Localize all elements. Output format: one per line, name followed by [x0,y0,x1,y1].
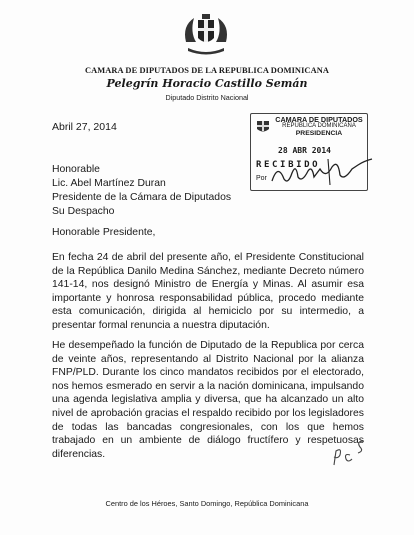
stamp-seal-icon [254,119,272,135]
coat-of-arms-icon [180,12,232,56]
stamp-line2: REPUBLICA DOMINICANA [282,123,356,129]
salutation: Honorable Presidente, [52,227,156,238]
stamp-date: 28 ABR 2014 [278,146,331,155]
stamp-by: Por [256,175,267,182]
recipient-line-3: Presidente de la Cámara de Diputados [52,192,232,203]
stamp-line1: CAMARA DE DIPUTADOS [275,115,363,124]
sender-name: Pelegrín Horacio Castillo Semán [106,77,308,90]
handwritten-initials [330,437,370,469]
letter-date: Abril 27, 2014 [52,121,117,133]
recipient-line-1: Honorable [52,164,100,175]
letter-footer: Centro de los Héroes, Santo Domingo, República Dominicana [105,499,309,508]
stamp-received: RECIBIDO [256,160,321,170]
paragraph-2: He desempeñado la función de Diputado de la Republica por cerca de veinte años, representando al Distrito Nacional por la alianza FNP/PLD. Durante los cinco mandatos recibidos por el electorado, nos hemos esmerado en servir a la nación dominicana, impulsando una agenda legislativa amplia y diversa, que ha alcanzado un alto nivel de aprobación gracias el respaldo recibido por los legisladores de todas las bancadas congresionales, con los que hemos trabajado en un ambiente de diálogo fructífero y respetuosas diferencias. [52,340,364,460]
recipient-line-2: Lic. Abel Martínez Duran [52,178,166,189]
received-stamp [250,113,368,191]
handwritten-signature [268,155,378,189]
stamp-line3: PRESIDENCIA [295,130,343,137]
recipient-line-4: Su Despacho [52,206,115,217]
institution-name: CAMARA DE DIPUTADOS DE LA REPUBLICA DOMINICANA [84,66,330,75]
sender-title: Diputado Distrito Nacional [165,93,249,102]
paragraph-1: En fecha 24 de abril del presente año, el Presidente Constitucional de la República Danilo Medina Sánchez, mediante Decreto número 141-14, nos designó Ministro de Energía y Minas. Al asumir esa importante y honrosa responsabilidad pública, procedo mediante esta comunicación, dirigida al hemiciclo por su intermedio, a presentar formal renuncia a nuestra diputación. [52,252,364,331]
